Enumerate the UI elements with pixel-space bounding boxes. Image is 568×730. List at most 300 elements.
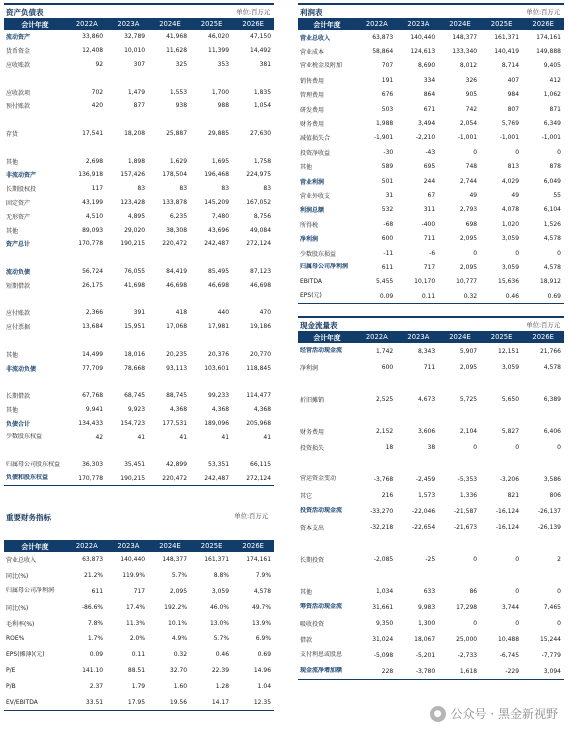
row-label: EBITDA [300,278,322,286]
table-row [298,131,564,145]
row-label: EV/EBITDA [6,698,38,706]
table-row [298,260,564,274]
cell-value: 407 [507,76,520,84]
cell-value: 20,235 [166,350,188,358]
cell-value: 29,885 [208,129,230,137]
table-row [298,359,564,375]
row-label: 长期投资 [300,556,325,564]
row-label: 应付票据 [6,324,31,332]
table-row [4,209,274,223]
table-row [4,113,274,127]
cell-value: -16,124 [495,507,520,515]
cell-value: 220,472 [162,240,188,248]
cell-value: 49,084 [250,226,272,234]
table-row [298,599,564,615]
cell-value: 501 [381,177,394,185]
cell-value: 32.70 [169,666,188,674]
cash-flow-panel [298,316,564,680]
cell-value: 984 [507,91,520,99]
table-row [4,678,274,694]
cell-value: 31,024 [372,635,394,643]
table-row [4,127,274,141]
year-header: 2026E [242,20,264,28]
cell-value: 988 [217,102,230,110]
cell-value: 41,968 [166,33,188,41]
row-label: 营业税金及附加 [300,61,343,69]
cell-value: 0 [557,249,561,257]
cell-value: 161,371 [494,33,520,41]
cell-value: -1,001 [457,134,478,142]
cell-value: 136,918 [78,171,104,179]
cell-value: 55 [553,191,561,199]
cell-value: 1,479 [127,88,146,96]
cell-value: 12,151 [498,347,520,355]
cell-value: 0 [557,587,561,595]
table-row [298,439,564,455]
table-row [298,231,564,245]
table-row [298,663,564,680]
table-row [4,647,274,663]
year-header: 2025E [490,20,513,28]
panel-title: 重要财务指标 [6,513,51,522]
table-row [298,160,564,174]
cell-value: 123,428 [120,198,146,206]
unit-label: 单位:百万元 [526,9,560,16]
cell-value: 2,095 [459,235,478,243]
cell-value: 864 [423,91,436,99]
cell-value: 154,723 [120,419,146,427]
cell-value: 196,468 [204,171,230,179]
row-label: 同比(%) [6,604,29,612]
cell-value: 1,988 [376,120,394,128]
row-label: 长期借款 [6,393,31,401]
cell-value: 600 [381,235,394,243]
cell-value: 600 [381,363,394,371]
cell-value: 25,000 [456,635,478,643]
table-row [298,102,564,116]
cell-value: 1,758 [253,157,272,165]
row-label: 投资净收益 [300,149,331,157]
cell-value: 46,698 [166,281,188,289]
header-label: 会计年度 [21,543,49,551]
cell-value: 1,062 [543,91,561,99]
cell-value: 420 [91,102,104,110]
cell-value: 9,350 [376,619,394,627]
cell-value: 6,049 [543,177,561,185]
cell-value: 170,778 [78,240,104,248]
cell-value: 633 [423,587,436,595]
cell-value: 67,768 [82,392,104,400]
cell-value: 26,175 [82,281,104,289]
table-row [4,168,274,182]
cell-value: 10,010 [124,47,146,55]
cell-value: 117 [91,185,104,193]
cell-value: 33,860 [82,33,104,41]
cell-value: 56,724 [82,267,104,275]
cell-value: 15,636 [498,278,520,286]
cell-value: 7.8% [87,619,104,627]
cell-value: -5,098 [373,651,394,659]
cell-value: 18,016 [124,350,146,358]
cell-value: -2,085 [373,555,394,563]
cell-value: 3,094 [543,667,561,675]
row-label: 其他 [6,227,19,235]
cell-value: 938 [175,102,188,110]
cell-value: 1,526 [543,220,561,228]
cell-value: 470 [259,309,272,317]
row-label: 长期股权投 [6,186,37,194]
row-label: 营运资金变动 [300,475,337,482]
table-row [4,599,274,615]
cell-value: 63,873 [82,556,104,564]
cell-value: 611 [91,587,104,595]
table-row [298,217,564,231]
cell-value: 2,095 [459,263,478,271]
cell-value: 46.0% [209,603,230,611]
cell-value: 2,152 [376,427,394,435]
row-label: 其他 [6,406,19,414]
row-label: 营业外收支 [300,192,331,200]
row-label: 折旧摊销 [300,396,325,404]
table-row [4,615,274,631]
cell-value: 6,235 [169,212,188,220]
cell-value: 13.9% [251,619,272,627]
table-row [298,535,564,551]
cell-value: 2,793 [459,206,478,214]
cell-value: 78,668 [124,364,146,372]
table-row [4,85,274,99]
cell-value: 10.1% [168,619,188,627]
cell-value: 167,052 [246,198,272,206]
cell-value: 177,531 [162,419,188,427]
cell-value: -30 [383,148,394,156]
table-row [298,407,564,423]
row-label: 固定资产 [6,199,31,207]
cell-value: 13.0% [209,619,230,627]
watermark-text: 公众号 · 黑金新视野 [450,707,558,721]
table-row [4,223,274,237]
row-label: 营业总收入 [6,557,37,565]
cell-value: 4,895 [127,212,146,220]
cell-value: 2 [557,555,561,563]
table-row [4,154,274,168]
cell-value: 140,419 [494,48,520,56]
cell-value: 38,308 [166,226,188,234]
cell-value: 9,983 [417,603,436,611]
cell-value: 83 [263,185,272,193]
cell-value: -2,733 [457,651,478,659]
cell-value: 174,161 [536,33,561,41]
cell-value: 89,093 [82,226,104,234]
cell-value: 145,209 [204,198,230,206]
row-label: 预付账款 [6,103,31,111]
cell-value: 124,613 [410,48,436,56]
cell-value: 671 [423,105,436,113]
cell-value: 68,745 [124,392,146,400]
cell-value: 157,426 [120,171,146,179]
cell-value: 1,336 [459,491,478,499]
cell-value: 11,399 [208,47,230,55]
cell-value: 148,377 [452,33,478,41]
cell-value: 86 [469,587,478,595]
table-row [4,430,274,444]
cell-value: 2,744 [459,177,478,185]
row-label: 流动负债 [6,268,31,276]
cell-value: 17,068 [166,323,188,331]
cell-value: 8,714 [501,62,520,70]
table-row [298,375,564,391]
year-header: 2024E [159,542,181,550]
row-label: 投资损失 [300,444,325,452]
cell-value: 4,368 [253,405,272,413]
table-row [298,615,564,631]
table-row [4,44,274,58]
header-label: 会计年度 [313,21,341,29]
table-row [4,347,274,361]
table-row [4,375,274,389]
table-row [298,551,564,567]
cell-value: 4,368 [169,405,188,413]
cell-value: -5,353 [457,475,478,483]
cell-value: 27,630 [250,129,272,137]
cell-value: 178,504 [162,171,188,179]
cell-value: 702 [91,88,104,96]
panel-title: 现金流量表 [300,321,338,330]
cell-value: 32,789 [124,33,146,41]
table-row [298,583,564,599]
table-row [298,519,564,535]
cell-value: -26,139 [537,523,561,531]
row-label: 销售费用 [300,77,325,85]
cell-value: 161,371 [204,556,230,564]
cell-value: 17,981 [208,323,230,331]
wechat-icon: ● [430,706,446,722]
year-header: 2022A [365,20,388,28]
table-row [298,343,564,359]
cell-value: 49 [511,191,520,199]
cell-value: 0 [557,619,561,627]
table-row [298,44,564,58]
cell-value: 4,578 [543,235,561,243]
row-label: 营业总收入 [300,34,331,42]
cell-value: 878 [549,163,561,171]
cell-value: 806 [549,491,561,499]
cell-value: 742 [465,105,478,113]
cell-value: 0 [557,148,561,156]
cell-value: 17.95 [127,698,146,706]
cell-value: 0.09 [379,292,394,300]
table-row [298,631,564,647]
table-row [298,59,564,73]
cell-value: 311 [423,206,436,214]
cell-value: 20,770 [250,350,272,358]
table-row [4,334,274,348]
cell-value: 58,864 [372,48,394,56]
cell-value: 11.3% [126,619,146,627]
table-row [4,472,274,487]
cell-value: 1.04 [257,682,272,690]
table-row [4,99,274,113]
unit-label: 单位:百万元 [234,513,268,520]
cell-value: 1,054 [253,102,272,110]
table-row [298,30,564,44]
row-label: 无形资产 [6,213,31,221]
cell-value: 1.7% [87,635,104,643]
cell-value: 205,968 [246,419,272,427]
year-header: 2025E [490,333,513,341]
cell-value: 2,054 [459,120,478,128]
cell-value: 10,777 [456,278,478,286]
cell-value: 92 [95,60,104,68]
cell-value: -11 [383,249,394,257]
cell-value: 589 [381,163,394,171]
cell-value: -32,218 [370,523,394,531]
cell-value: 3,059 [501,235,520,243]
cell-value: 0.69 [257,651,272,659]
cell-value: 244 [423,177,436,185]
cell-value: 4,510 [85,212,104,220]
cell-value: 3,059 [211,587,230,595]
cell-value: 1.28 [215,682,230,690]
table-body [298,30,564,304]
cell-value: 9,405 [543,62,561,70]
cell-value: 5.7% [171,572,188,580]
row-label: 负债合计 [6,420,31,428]
cell-value: 1,020 [501,220,520,228]
cell-value: 41 [221,433,230,441]
cell-value: 12.35 [253,698,272,706]
cell-value: -33,270 [370,507,394,515]
cell-value: 698 [465,220,478,228]
cell-value: 88.51 [127,666,146,674]
cell-value: 242,487 [204,474,230,482]
row-label: 其他 [6,351,19,359]
cell-value: 2,095 [459,363,478,371]
cell-value: 5,907 [459,347,478,355]
cell-value: 46,698 [208,281,230,289]
cell-value: 8,756 [253,212,272,220]
table-row [4,292,274,306]
cell-value: 2,366 [85,309,104,317]
table-body [298,343,564,680]
cell-value: 14,499 [82,350,104,358]
row-label: 负债和股东权益 [6,474,49,482]
unit-label: 单位:百万元 [526,322,560,329]
cell-value: 192.2% [164,603,188,611]
cell-value: 76,055 [124,267,146,275]
cell-value: 0.69 [547,292,561,300]
cell-value: 18 [385,443,394,451]
cell-value: -7,779 [541,651,561,659]
table-row [298,503,564,519]
row-label: 研发费用 [300,106,325,114]
cell-value: -5,201 [415,651,436,659]
table-row [4,663,274,679]
header-label: 会计年度 [313,334,341,342]
row-label: 财务费用 [300,121,325,129]
cell-value: 307 [133,60,146,68]
cell-value: 0.11 [131,651,146,659]
table-row [4,631,274,647]
table-row [4,694,274,711]
cell-value: 0 [473,555,478,563]
cell-value: 503 [381,105,394,113]
column-header [4,18,274,30]
cell-value: 3,606 [417,427,436,435]
cell-value: -1,001 [541,134,561,142]
cell-value: 14.17 [211,698,230,706]
cell-value: 63,873 [372,33,394,41]
cell-value: 220,472 [162,474,188,482]
cell-value: 5.7% [213,635,230,643]
cell-value: 15,244 [539,635,561,643]
table-row [4,278,274,292]
cell-value: 41,698 [124,281,146,289]
cell-value: 38 [427,443,436,451]
table-row [4,182,274,196]
cell-value: -2,459 [415,475,436,483]
cell-value: 67 [427,191,436,199]
cell-value: 711 [423,235,436,243]
cell-value: 1,034 [376,587,394,595]
cell-value: 88,745 [166,392,188,400]
cell-value: 66,115 [250,461,272,469]
cell-value: 5,455 [376,278,394,286]
cell-value: 7,465 [543,603,561,611]
table-row [4,320,274,334]
cell-value: 49.7% [251,603,272,611]
cell-value: 807 [507,105,520,113]
row-label: 资本支出 [300,524,325,532]
cell-value: 877 [133,102,146,110]
cell-value: 6,104 [543,206,561,214]
row-label: 投资活动现金流 [300,507,343,514]
cell-value: 1,553 [169,88,188,96]
row-label: 同比(%) [6,573,29,581]
cell-value: 14,492 [250,47,272,55]
year-header: 2023A [117,542,140,550]
cell-value: 149,888 [536,48,561,56]
year-header: 2026E [242,542,264,550]
table-row [298,391,564,407]
cell-value: 1,695 [211,157,230,165]
cell-value: 5,827 [501,427,520,435]
cell-value: -6 [429,249,436,257]
cell-value: 412 [549,76,561,84]
cell-value: 748 [465,163,478,171]
cell-value: 0 [515,249,520,257]
table-row [4,444,274,458]
cell-value: 5,725 [459,395,478,403]
row-label: 财务费用 [300,428,325,436]
year-header: 2025E [200,20,223,28]
table-row [4,389,274,403]
cell-value: 118,845 [246,364,272,372]
cell-value: 0.11 [421,292,436,300]
row-label: EPS(摊薄)(元) [6,650,45,658]
year-header: 2024E [159,20,181,28]
cell-value: 43,696 [208,226,230,234]
cell-value: -3,780 [415,667,436,675]
cell-value: 189,096 [204,419,230,427]
cell-value: 0.32 [173,651,188,659]
table-row [4,552,274,568]
row-label: 现金流净增加额 [300,667,343,674]
table-row [4,403,274,417]
table-body [4,552,274,711]
year-header: 2023A [407,20,430,28]
cell-value: 1,573 [417,491,436,499]
